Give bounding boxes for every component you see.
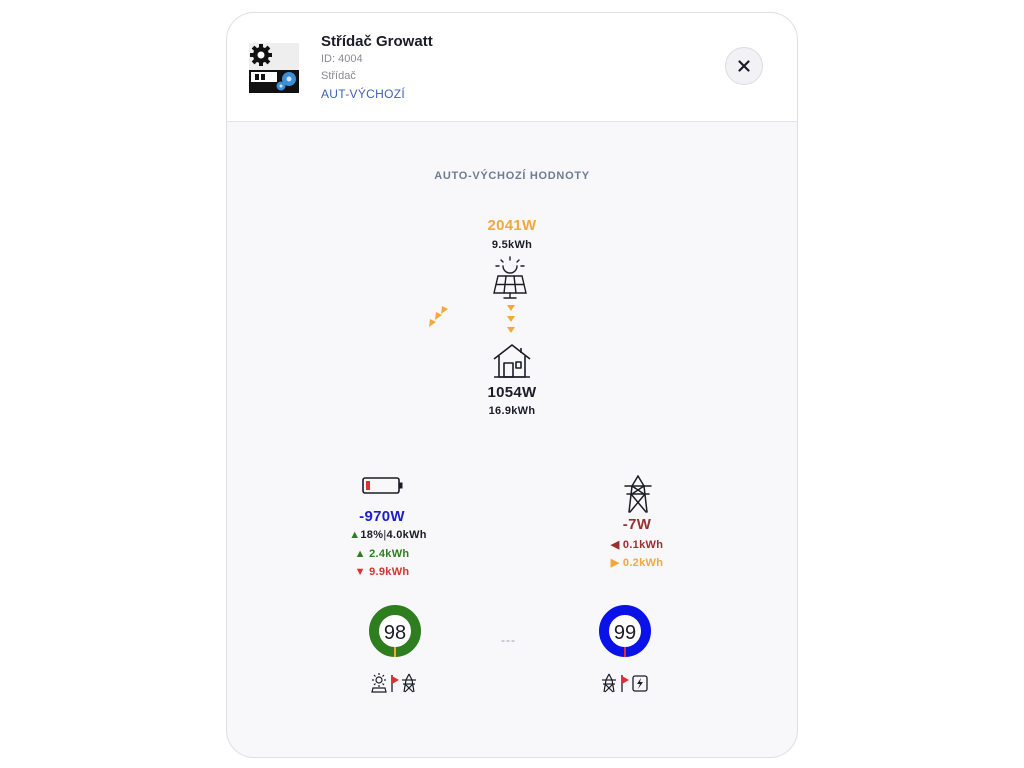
device-detail-modal xyxy=(226,12,798,758)
close-button[interactable] xyxy=(725,47,763,85)
soc-separator: | xyxy=(383,529,387,541)
grid-to-charger-icons xyxy=(601,672,649,694)
power-pylon-icon xyxy=(623,474,653,514)
home-power: 1054W xyxy=(487,384,537,401)
battery-charged-row xyxy=(327,548,437,560)
section-title: AUTO-VÝCHOZÍ HODNOTY xyxy=(434,170,590,182)
solar-panel-icon xyxy=(490,256,530,300)
close-icon xyxy=(738,60,750,72)
charger-icon xyxy=(633,676,647,691)
house-icon xyxy=(492,342,532,380)
solar-power: 2041W xyxy=(487,217,537,234)
grid-imported-row xyxy=(587,538,687,551)
battery-icon xyxy=(362,476,404,496)
self-consumption-gauge-value: 98 xyxy=(383,622,407,644)
flag-icon xyxy=(622,675,629,692)
import-arrow-icon: ◀ xyxy=(610,539,623,551)
solar-to-home-flow-arrows xyxy=(503,303,519,337)
separator: --- xyxy=(501,633,516,647)
flag-icon xyxy=(392,675,399,692)
battery-discharged-row xyxy=(327,566,437,578)
sun-to-grid-icons xyxy=(371,672,419,694)
battery-power: -970W xyxy=(359,508,405,525)
device-id: ID: 4004 xyxy=(321,53,363,65)
battery-discharged: 9.9kWh xyxy=(369,566,410,578)
grid-power: -7W xyxy=(622,516,652,533)
profile-link[interactable]: AUT-VÝCHOZÍ xyxy=(321,87,405,101)
pylon-icon xyxy=(402,674,416,692)
sun-icon xyxy=(372,673,386,692)
pylon-icon xyxy=(602,674,616,692)
grid-exported: 0.2kWh xyxy=(622,557,664,569)
charged-arrow-icon: ▲ xyxy=(354,548,370,560)
grid-independence-gauge-value: 99 xyxy=(613,622,637,644)
battery-soc: 18% xyxy=(360,529,384,541)
battery-capacity: 4.0kWh xyxy=(386,529,427,541)
grid-exported-row xyxy=(587,556,687,569)
grid-imported: 0.1kWh xyxy=(622,539,664,551)
device-title: Střídač Growatt xyxy=(321,33,433,50)
device-type: Střídač xyxy=(321,70,356,82)
solar-to-battery-flow-arrows xyxy=(425,303,451,333)
export-arrow-icon: ▶ xyxy=(610,557,623,569)
discharged-arrow-icon: ▼ xyxy=(354,566,370,578)
solar-energy: 9.5kWh xyxy=(491,239,533,251)
self-consumption-gauge xyxy=(368,604,422,658)
battery-soc-up-arrow-icon: ▲ xyxy=(349,529,361,541)
home-energy: 16.9kWh xyxy=(488,405,536,417)
grid-independence-gauge xyxy=(598,604,652,658)
device-thumbnail xyxy=(249,43,299,93)
modal-header xyxy=(227,13,797,122)
battery-soc-row xyxy=(323,529,453,541)
battery-charged: 2.4kWh xyxy=(369,548,410,560)
